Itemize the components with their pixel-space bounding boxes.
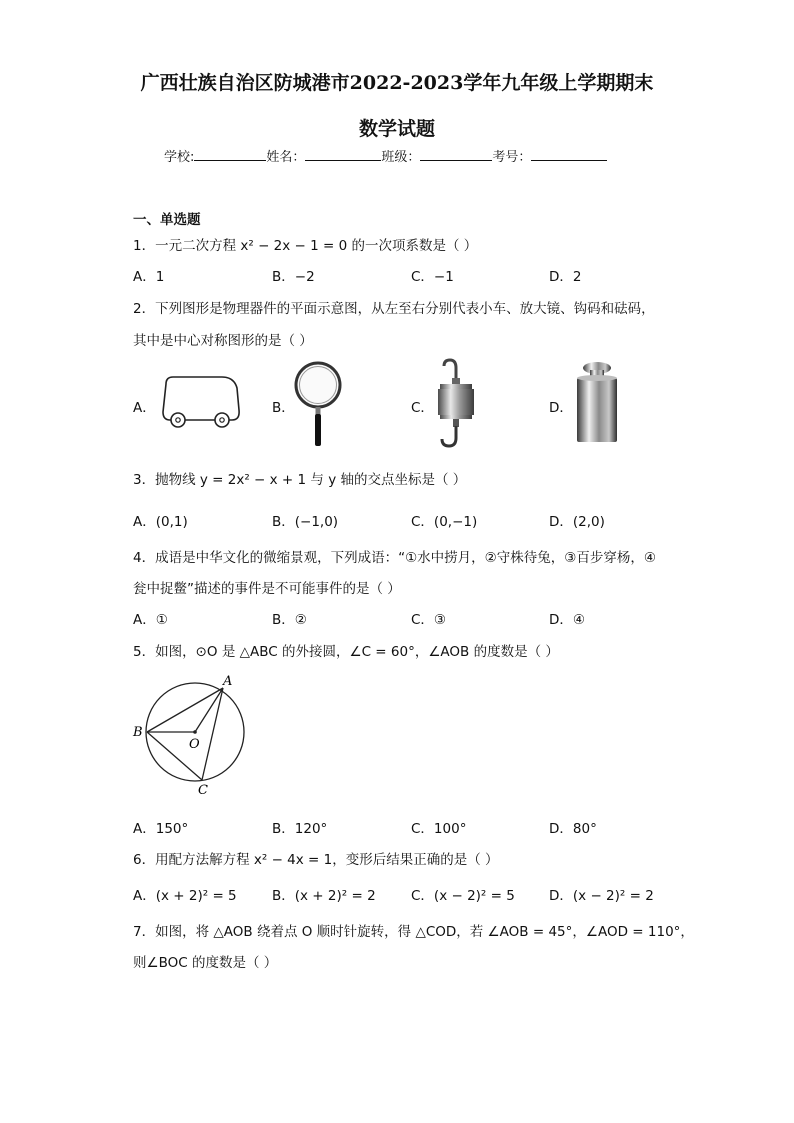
q3-option-a[interactable]: A．(0,1) (133, 514, 188, 530)
label-b: B (133, 725, 143, 740)
magnifier-icon (292, 358, 344, 448)
question-4-stem-line2: 瓮中捉鳖”描述的事件是不可能事件的是（ ） (133, 581, 401, 597)
q6-option-a[interactable]: A．(x + 2)² = 5 (133, 888, 237, 904)
page-title: 广西壮族自治区防城港市2022-2023学年九年级上学期期末 (140, 72, 654, 94)
class-label: 班级： (381, 150, 421, 165)
q5-option-b[interactable]: B．120° (272, 821, 328, 837)
number-blank[interactable] (531, 148, 607, 161)
student-info (164, 146, 607, 165)
section-heading: 一、单选题 (133, 212, 201, 228)
q2-option-c[interactable]: C． (411, 400, 434, 416)
question-2-stem-line2: 其中是中心对称图形的是（ ） (133, 333, 313, 349)
q1-option-a[interactable]: A．1 (133, 269, 165, 285)
q6-option-b[interactable]: B．(x + 2)² = 2 (272, 888, 376, 904)
question-5-stem: 5．如图，⊙O 是 △ABC 的外接圆，∠C = 60°，∠AOB 的度数是（ ） (133, 644, 559, 660)
q1-option-b[interactable]: B．−2 (272, 269, 315, 285)
q5-option-c[interactable]: C．100° (411, 821, 467, 837)
school-blank[interactable] (194, 148, 266, 161)
circle-figure (128, 670, 258, 800)
q3-option-b[interactable]: B．(−1,0) (272, 514, 339, 530)
question-2-stem-line1: 2．下列图形是物理器件的平面示意图，从左至右分别代表小车、放大镜、钩码和砝码， (133, 301, 655, 317)
hook-weight-icon (428, 356, 484, 452)
q4-option-b[interactable]: B．② (272, 612, 307, 628)
q4-option-d[interactable]: D．④ (549, 612, 585, 628)
school-label: 学校: (164, 150, 195, 165)
question-7-stem-line2: 则∠BOC 的度数是（ ） (133, 955, 278, 971)
class-blank[interactable] (420, 148, 492, 161)
q3-option-d[interactable]: D．(2,0) (549, 514, 605, 530)
number-label: 考号： (492, 150, 532, 165)
q1-option-d[interactable]: D．2 (549, 269, 582, 285)
label-c: C (198, 783, 208, 798)
q5-option-d[interactable]: D．80° (549, 821, 597, 837)
question-4-stem-line1: 4．成语是中华文化的微缩景观，下列成语：“①水中捞月，②守株待兔，③百步穿杨，④ (133, 550, 656, 566)
question-7-stem-line1: 7．如图，将 △AOB 绕着点 O 顺时针旋转，得 △COD，若 ∠AOB = 45°，∠AOD = 110°， (133, 924, 694, 940)
question-6-stem: 6．用配方法解方程 x² − 4x = 1，变形后结果正确的是（ ） (133, 852, 499, 868)
mass-weight-icon (574, 360, 620, 446)
name-label: 姓名： (266, 150, 306, 165)
q2-option-b[interactable]: B． (272, 400, 295, 416)
q1-option-c[interactable]: C．−1 (411, 269, 454, 285)
question-1-stem: 1．一元二次方程 x² − 2x − 1 = 0 的一次项系数是（ ） (133, 238, 478, 254)
cart-icon (160, 374, 242, 430)
label-o: O (189, 737, 200, 752)
page-subtitle: 数学试题 (358, 118, 435, 140)
question-3-stem: 3．抛物线 y = 2x² − x + 1 与 y 轴的交点坐标是（ ） (133, 472, 467, 488)
name-blank[interactable] (305, 148, 381, 161)
label-a: A (223, 674, 233, 689)
q2-option-a[interactable]: A． (133, 400, 156, 416)
q4-option-a[interactable]: A．① (133, 612, 168, 628)
q6-option-d[interactable]: D．(x − 2)² = 2 (549, 888, 654, 904)
q4-option-c[interactable]: C．③ (411, 612, 447, 628)
q2-option-d[interactable]: D． (549, 400, 573, 416)
q6-option-c[interactable]: C．(x − 2)² = 5 (411, 888, 515, 904)
q5-option-a[interactable]: A．150° (133, 821, 189, 837)
q3-option-c[interactable]: C．(0,−1) (411, 514, 478, 530)
